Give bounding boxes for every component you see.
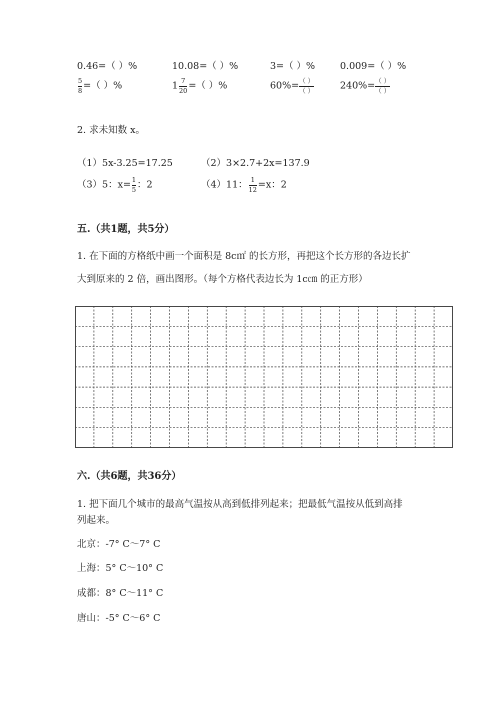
city-beijing: 北京：-7° C～7° C: [77, 539, 161, 550]
equation-3: （3）5：x= $\frac{1}{5}$ ：2: [77, 176, 153, 194]
blank-mixed-number[interactable]: 1 $\frac{7}{20}$ =（ ）%: [172, 77, 228, 95]
city-tangshan: 唐山：-5° C～6° C: [77, 613, 161, 624]
fraction: $\frac{5}{8}$: [78, 77, 83, 95]
fraction: $\frac{7}{20}$: [179, 77, 188, 95]
equation-1: （1）5x-3.25=17.25: [77, 158, 173, 169]
city-shanghai: 上海：5° C～10° C: [77, 563, 164, 574]
section-5-heading: 五.（共1题，共5分）: [77, 224, 175, 235]
section-6-heading: 六.（共6题，共36分）: [77, 471, 182, 482]
blank-240-percent[interactable]: 240%= （ ） （ ）: [340, 77, 391, 95]
question-2-title: 2. 求未知数 x。: [77, 125, 145, 136]
blank-3[interactable]: 3=（ ）%: [270, 61, 316, 72]
section-6-line-2: 列起来。: [77, 515, 116, 526]
blank-0-46[interactable]: 0.46=（ ）%: [77, 61, 138, 72]
section-5-line-2: 大到原来的 2 倍，画出图形。（每个方格代表边长为 1c㎝ 的正方形）: [77, 274, 368, 285]
fraction: $\frac{1}{12}$: [248, 176, 257, 194]
grid-paper[interactable]: [75, 306, 453, 448]
blank-0-009[interactable]: 0.009=（ ）%: [340, 61, 407, 72]
city-chengdu: 成都：8° C～11° C: [77, 588, 164, 599]
fraction-blank: （ ） （ ）: [375, 77, 391, 95]
section-6-line-1: 1. 把下面几个城市的最高气温按从高到低排列起来；把最低气温按从低到高排: [77, 499, 403, 510]
equation-4: （4）11： $\frac{1}{12}$ =x：2: [201, 176, 287, 194]
blank-five-eighths[interactable]: $\frac{5}{8}$ =（ ）%: [78, 77, 123, 95]
fraction-blank: （ ） （ ）: [299, 77, 315, 95]
blank-10-08[interactable]: 10.08=（ ）%: [172, 61, 239, 72]
blank-60-percent[interactable]: 60%= （ ） （ ）: [270, 77, 315, 95]
fraction: $\frac{1}{5}$: [131, 176, 137, 194]
section-5-line-1: 1. 在下面的方格纸中画一个面积是 8c㎡ 的长方形，再把这个长方形的各边长扩: [77, 251, 411, 262]
equation-2: （2）3×2.7+2x=137.9: [201, 158, 310, 169]
